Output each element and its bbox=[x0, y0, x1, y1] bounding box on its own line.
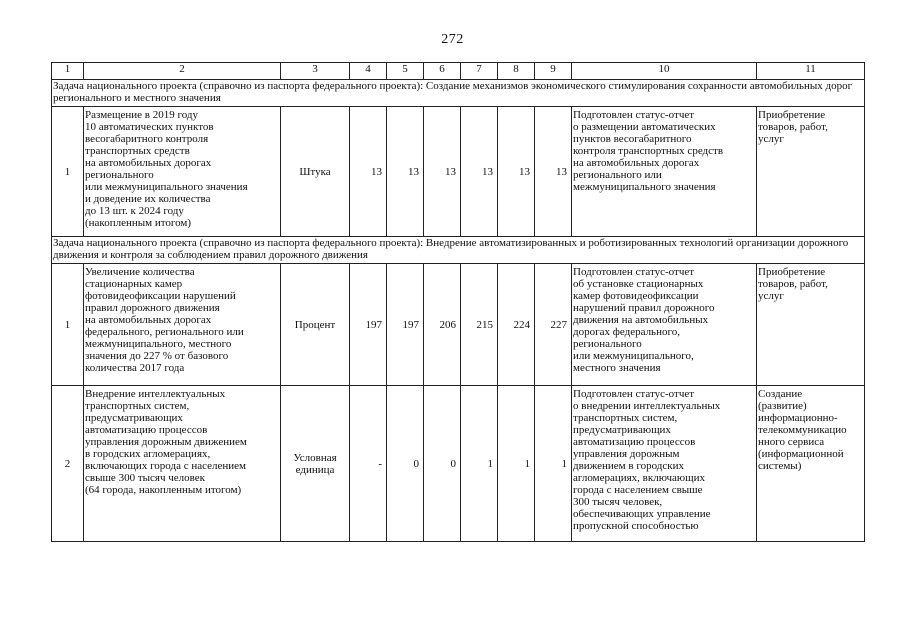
column-number: 2 bbox=[84, 63, 281, 80]
value-cell: 13 bbox=[387, 107, 424, 237]
value-cell: 13 bbox=[350, 107, 387, 237]
column-number-row bbox=[52, 63, 865, 80]
status-report: Подготовлен статус-отчет о размещении автоматических пунктов весогабаритного контроля транспортных средств на автомобильных дорогах регионального или межмуниципального значения bbox=[572, 107, 757, 237]
result-type: Приобретение товаров, работ, услуг bbox=[757, 107, 865, 237]
status-report: Подготовлен статус-отчет об установке стационарных камер фотовидеофиксации нарушений правил дорожного движения на автомобильных дорогах федерального, регионального или межмуниципального, местного значения bbox=[572, 264, 757, 386]
value-cell: 197 bbox=[387, 264, 424, 386]
value-cell: 0 bbox=[424, 386, 461, 542]
task-text: Задача национального проекта (справочно из паспорта федерального проекта): Создание механизмов экономического стимулирования сохранности автомобильных дорог регионального и местного значения bbox=[52, 80, 865, 107]
result-name: Увеличение количества стационарных камер фотовидеофиксации нарушений правил дорожного движения на автомобильных дорогах федерального, регионального или межмуниципального, местного значения до 227 % от базового количества 2017 года bbox=[84, 264, 281, 386]
row-number: 1 bbox=[52, 264, 84, 386]
row-number: 2 bbox=[52, 386, 84, 542]
plan-table bbox=[51, 62, 865, 542]
value-cell: 13 bbox=[535, 107, 572, 237]
column-number: 11 bbox=[757, 63, 865, 80]
column-number: 3 bbox=[281, 63, 350, 80]
value-cell: 197 bbox=[350, 264, 387, 386]
value-cell: 13 bbox=[424, 107, 461, 237]
unit: Условная единица bbox=[281, 386, 350, 542]
value-cell: 227 bbox=[535, 264, 572, 386]
table-row bbox=[52, 264, 865, 386]
column-number: 5 bbox=[387, 63, 424, 80]
result-name: Размещение в 2019 году 10 автоматических пунктов весогабаритного контроля транспортных средств на автомобильных дорогах регионального или межмуниципального значения и доведение их количества до 13 шт. к 2024 году (накопленным итогом) bbox=[84, 107, 281, 237]
result-type: Создание (развитие) информационно- телекоммуникацио нного сервиса (информационной системы) bbox=[757, 386, 865, 542]
page-number: 272 bbox=[441, 32, 464, 47]
task-row bbox=[52, 80, 865, 107]
value-cell: 1 bbox=[498, 386, 535, 542]
column-number: 1 bbox=[52, 63, 84, 80]
value-cell: 0 bbox=[387, 386, 424, 542]
task-text: Задача национального проекта (справочно из паспорта федерального проекта): Внедрение автоматизированных и роботизированных технологий организации дорожного движения и контроля за соблюдением правил дорожного движения bbox=[52, 237, 865, 264]
status-report: Подготовлен статус-отчет о внедрении интеллектуальных транспортных систем, предусматривающих автоматизацию процессов управления дорожным движением в городских агломерациях, включающих города с населением свыше 300 тысяч человек, обеспечивающих управление пропускной способностью bbox=[572, 386, 757, 542]
column-number: 4 bbox=[350, 63, 387, 80]
column-number: 8 bbox=[498, 63, 535, 80]
value-cell: 1 bbox=[535, 386, 572, 542]
unit: Процент bbox=[281, 264, 350, 386]
task-row bbox=[52, 237, 865, 264]
unit: Штука bbox=[281, 107, 350, 237]
column-number: 10 bbox=[572, 63, 757, 80]
value-cell: 13 bbox=[498, 107, 535, 237]
value-cell: 1 bbox=[461, 386, 498, 542]
value-cell: 215 bbox=[461, 264, 498, 386]
column-number: 9 bbox=[535, 63, 572, 80]
value-cell: 224 bbox=[498, 264, 535, 386]
value-cell: 13 bbox=[461, 107, 498, 237]
column-number: 6 bbox=[424, 63, 461, 80]
result-name: Внедрение интеллектуальных транспортных систем, предусматривающих автоматизацию процессов управления дорожным движением в городских агломерациях, включающих города с населением свыше 300 тысяч человек (64 города, накопленным итогом) bbox=[84, 386, 281, 542]
result-type: Приобретение товаров, работ, услуг bbox=[757, 264, 865, 386]
value-cell: 206 bbox=[424, 264, 461, 386]
table-row bbox=[52, 386, 865, 542]
value-cell: - bbox=[350, 386, 387, 542]
row-number: 1 bbox=[52, 107, 84, 237]
table-row bbox=[52, 107, 865, 237]
column-number: 7 bbox=[461, 63, 498, 80]
